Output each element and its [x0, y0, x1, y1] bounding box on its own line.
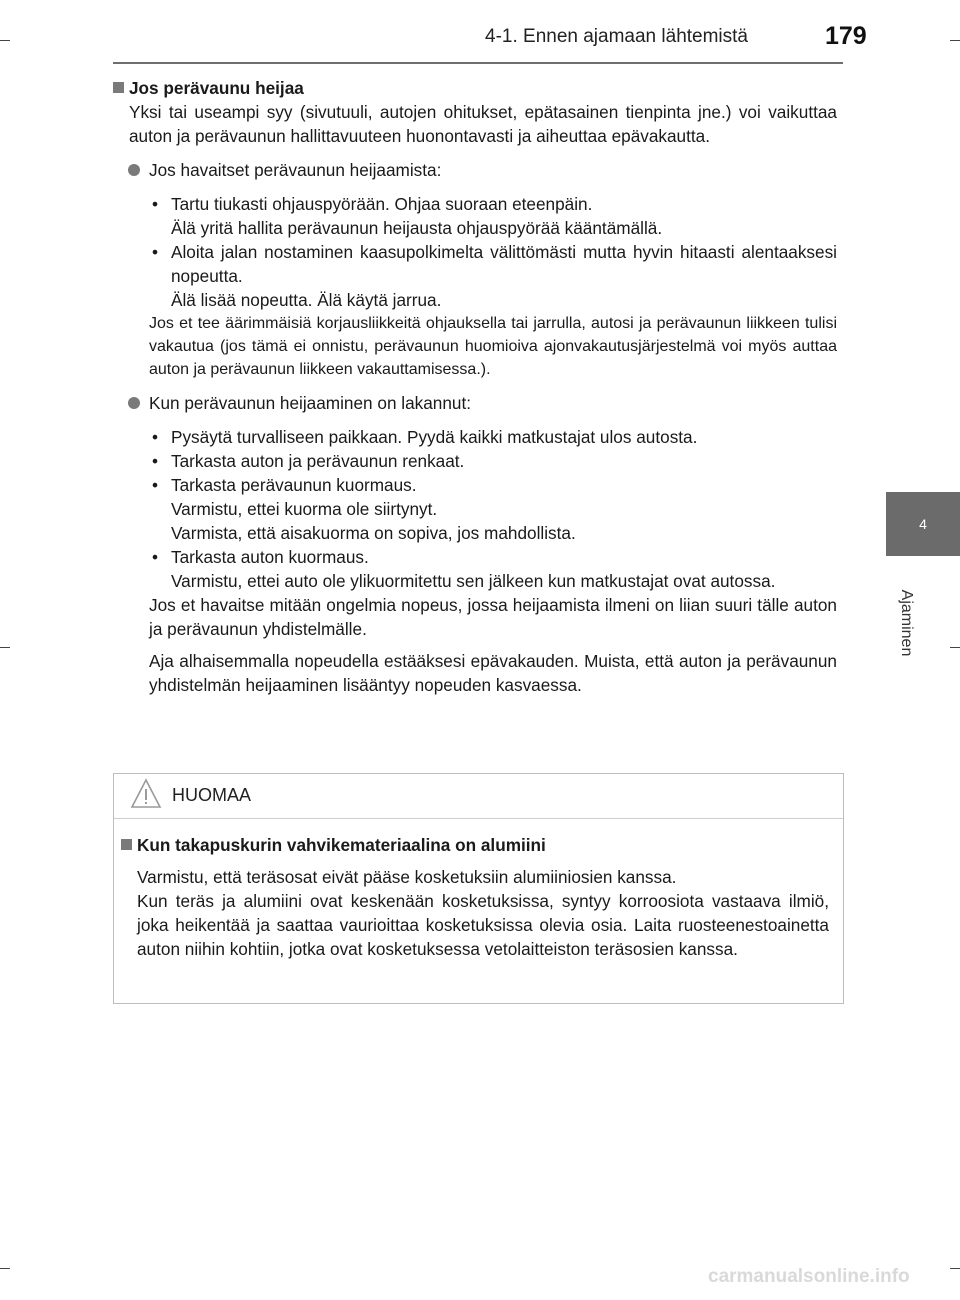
intro-paragraph: Yksi tai useampi syy (sivutuuli, autojen ohitukset, epätasainen tienpinta jne.) voi vaikuttaa auton ja perävaunun hallittavuuteen huonontavasti ja aiheuttaa epävakautta. [129, 102, 837, 146]
notice-title: HUOMAA [172, 785, 252, 805]
crop-mark [0, 647, 10, 648]
section-heading: Jos perävaunu heijaa [113, 76, 837, 100]
note-paragraph: Jos et havaitse mitään ongelmia nopeus, jossa heijaamista ilmeni on liian suuri tälle auton ja perävaunun yhdistelmälle. [149, 595, 837, 639]
list-item: • Tarkasta perävaunun kuormaus. Varmistu, ettei kuorma ole siirtynyt. Varmista, että aisakuorma on sopiva, jos mahdollista. [149, 473, 837, 545]
watermark: carmanualsonline.info [708, 1266, 910, 1287]
instruction-list [113, 425, 837, 593]
notice-body [114, 819, 843, 961]
chapter-tab[interactable]: 4 [886, 492, 960, 556]
list-item: • Aloita jalan nostaminen kaasupolkimelta välittömästi mutta hyvin hitaasti alentaaksesi nopeutta. Älä lisää nopeutta. Älä käytä jarrua. [149, 240, 837, 312]
crop-mark [0, 1268, 10, 1269]
notice-text: Varmistu, että teräsosat eivät pääse kosketuksiin alumiiniosien kanssa. [137, 867, 677, 887]
notice-text: Kun teräs ja alumiini ovat keskenään kosketuksissa, syntyy korroosiota vastaava ilmiö, joka heikentää ja saattaa vaurioittaa kosketuksissa olevia osia. Laita ruosteenestoainetta auton niihin kohtiin, jotka ovat kosketuksessa vetolaitteiston teräsosien kanssa. [137, 891, 829, 959]
crop-mark [0, 40, 10, 41]
list-item: • Pysäytä turvalliseen paikkaan. Pyydä kaikki matkustajat ulos autosta. [149, 425, 837, 449]
list-item: • Tarkasta auton kuormaus. Varmistu, ettei auto ole ylikuormitettu sen jälkeen kun matkustajat ovat autossa. [149, 545, 837, 593]
crop-mark [950, 40, 960, 41]
warning-icon [130, 778, 162, 810]
crop-mark [950, 647, 960, 648]
bullet-item: Jos havaitset perävaunun heijaamista: [113, 158, 837, 182]
note-paragraph: Aja alhaisemmalla nopeudella estääksesi epävakauden. Muista, että auton ja perävaunun yhdistelmän heijaaminen lisääntyy nopeuden kasvaessa. [149, 651, 837, 695]
list-item: • Tartu tiukasti ohjauspyörään. Ohjaa suoraan eteenpäin. Älä yritä hallita perävaunun heijausta ohjauspyörää kääntämällä. [149, 192, 837, 240]
section-title: 4-1. Ennen ajamaan lähtemistä [485, 26, 748, 47]
notice-heading: Kun takapuskurin vahvikemateriaalina on alumiini [121, 833, 829, 857]
instruction-list [113, 192, 837, 312]
main-content [113, 76, 837, 697]
chapter-label: Ajaminen [898, 589, 915, 657]
round-bullet-icon [128, 397, 140, 409]
header-rule [113, 62, 843, 64]
note-paragraph: Jos et tee äärimmäisiä korjausliikkeitä ohjauksella tai jarrulla, autosi ja perävaunun liikkeen tulisi vakautua (jos tämä ei onnistu, perävaunun huomioiva ajonvakautusjärjestelmä voi myös auttaa auton ja perävaunun liikkeen vakauttamisessa.). [149, 315, 837, 378]
round-bullet-icon [128, 164, 140, 176]
square-bullet-icon [113, 82, 124, 93]
crop-mark [950, 1268, 960, 1269]
page-number: 179 [825, 22, 867, 50]
notice-box [113, 773, 844, 1004]
square-bullet-icon [121, 839, 132, 850]
notice-header [114, 774, 843, 819]
list-item: • Tarkasta auton ja perävaunun renkaat. [149, 449, 837, 473]
bullet-item: Kun perävaunun heijaaminen on lakannut: [113, 391, 837, 415]
